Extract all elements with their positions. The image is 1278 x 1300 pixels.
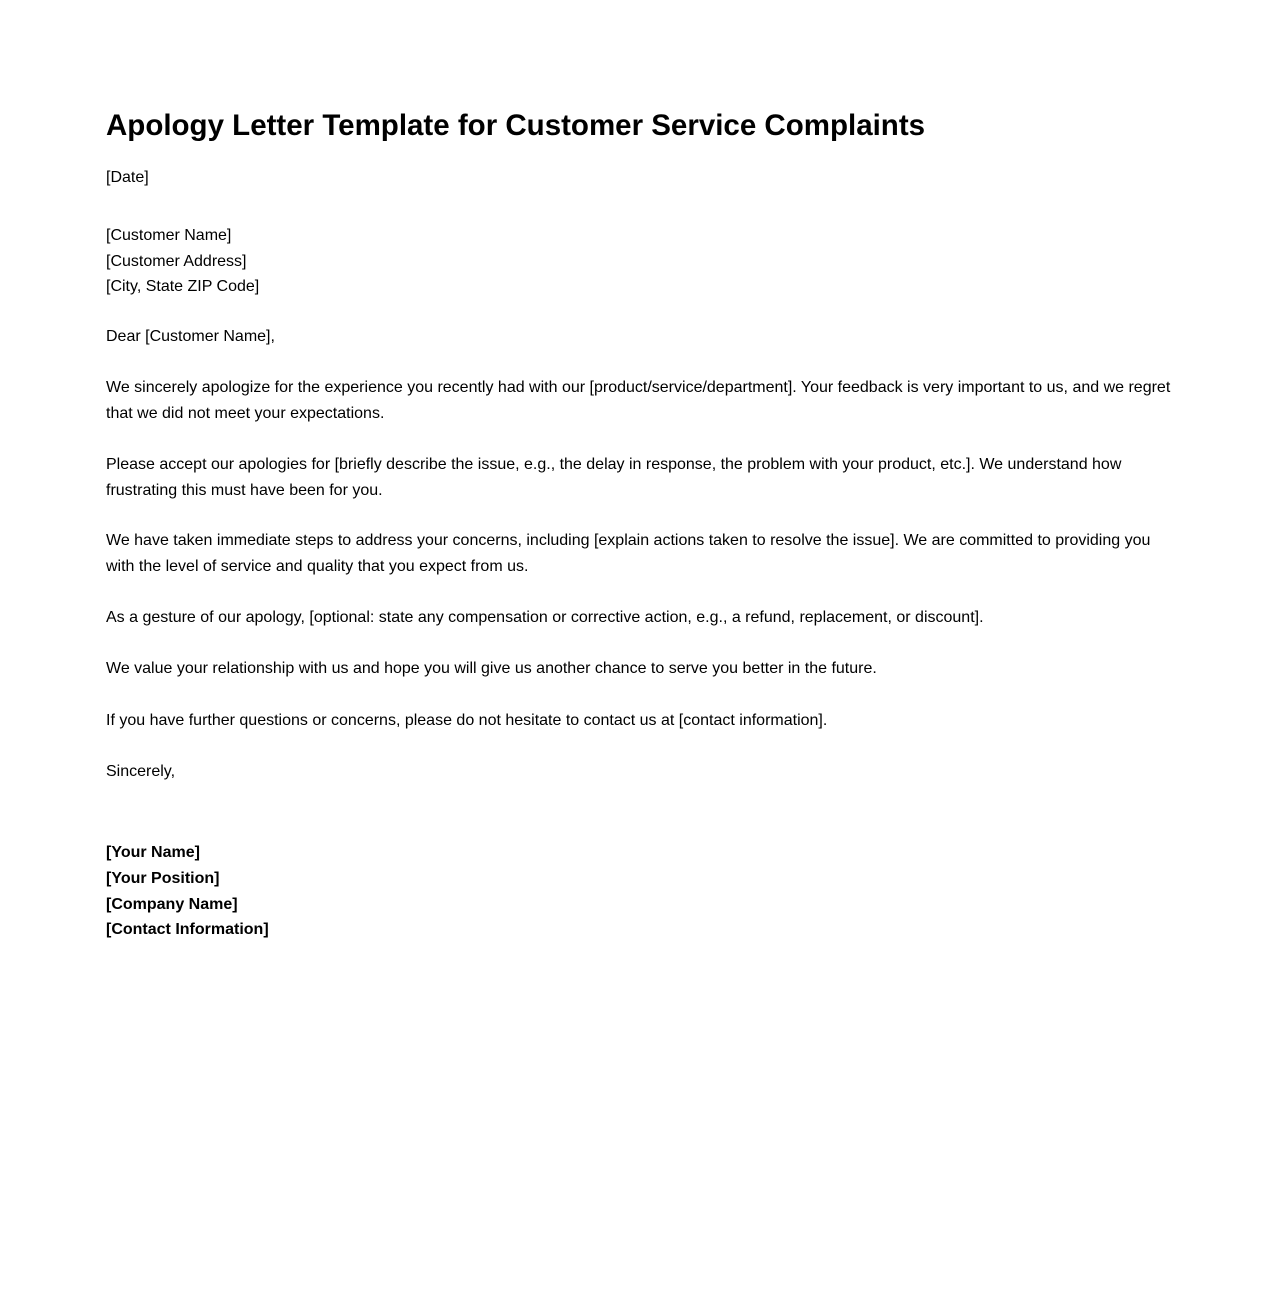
salutation: Dear [Customer Name],	[106, 328, 275, 345]
signature-company: [Company Name]	[106, 896, 238, 913]
body-paragraph-issue: Please accept our apologies for [briefly describe the issue, e.g., the delay in response, the problem with your product, etc.]. We understand how frustrating this must have been for you.	[106, 456, 1122, 499]
body-paragraph-contact: If you have further questions or concerns, please do not hesitate to contact us at [contact information].	[106, 712, 828, 729]
body-paragraph-relationship: We value your relationship with us and hope you will give us another chance to serve you better in the future.	[106, 660, 877, 677]
body-paragraph-apology: We sincerely apologize for the experience you recently had with our [product/service/department]. Your feedback is very important to us, and we regret that we did not meet your expectations.	[106, 379, 1171, 422]
signature-contact: [Contact Information]	[106, 921, 269, 938]
recipient-address: [Customer Address]	[106, 253, 247, 270]
recipient-city-state-zip: [City, State ZIP Code]	[106, 278, 260, 295]
body-paragraph-actions: We have taken immediate steps to address your concerns, including [explain actions taken to resolve the issue]. We are committed to providing you with the level of service and quality that you expect from us.	[106, 532, 1151, 575]
date-line: [Date]	[106, 169, 149, 186]
document-title: Apology Letter Template for Customer Service Complaints	[106, 109, 926, 142]
recipient-name: [Customer Name]	[106, 227, 232, 244]
signature-position: [Your Position]	[106, 870, 220, 887]
closing: Sincerely,	[106, 763, 176, 780]
body-paragraph-compensation: As a gesture of our apology, [optional: state any compensation or corrective action, e.g., a refund, replacement, or discount].	[106, 609, 984, 626]
signature-name: [Your Name]	[106, 844, 200, 861]
